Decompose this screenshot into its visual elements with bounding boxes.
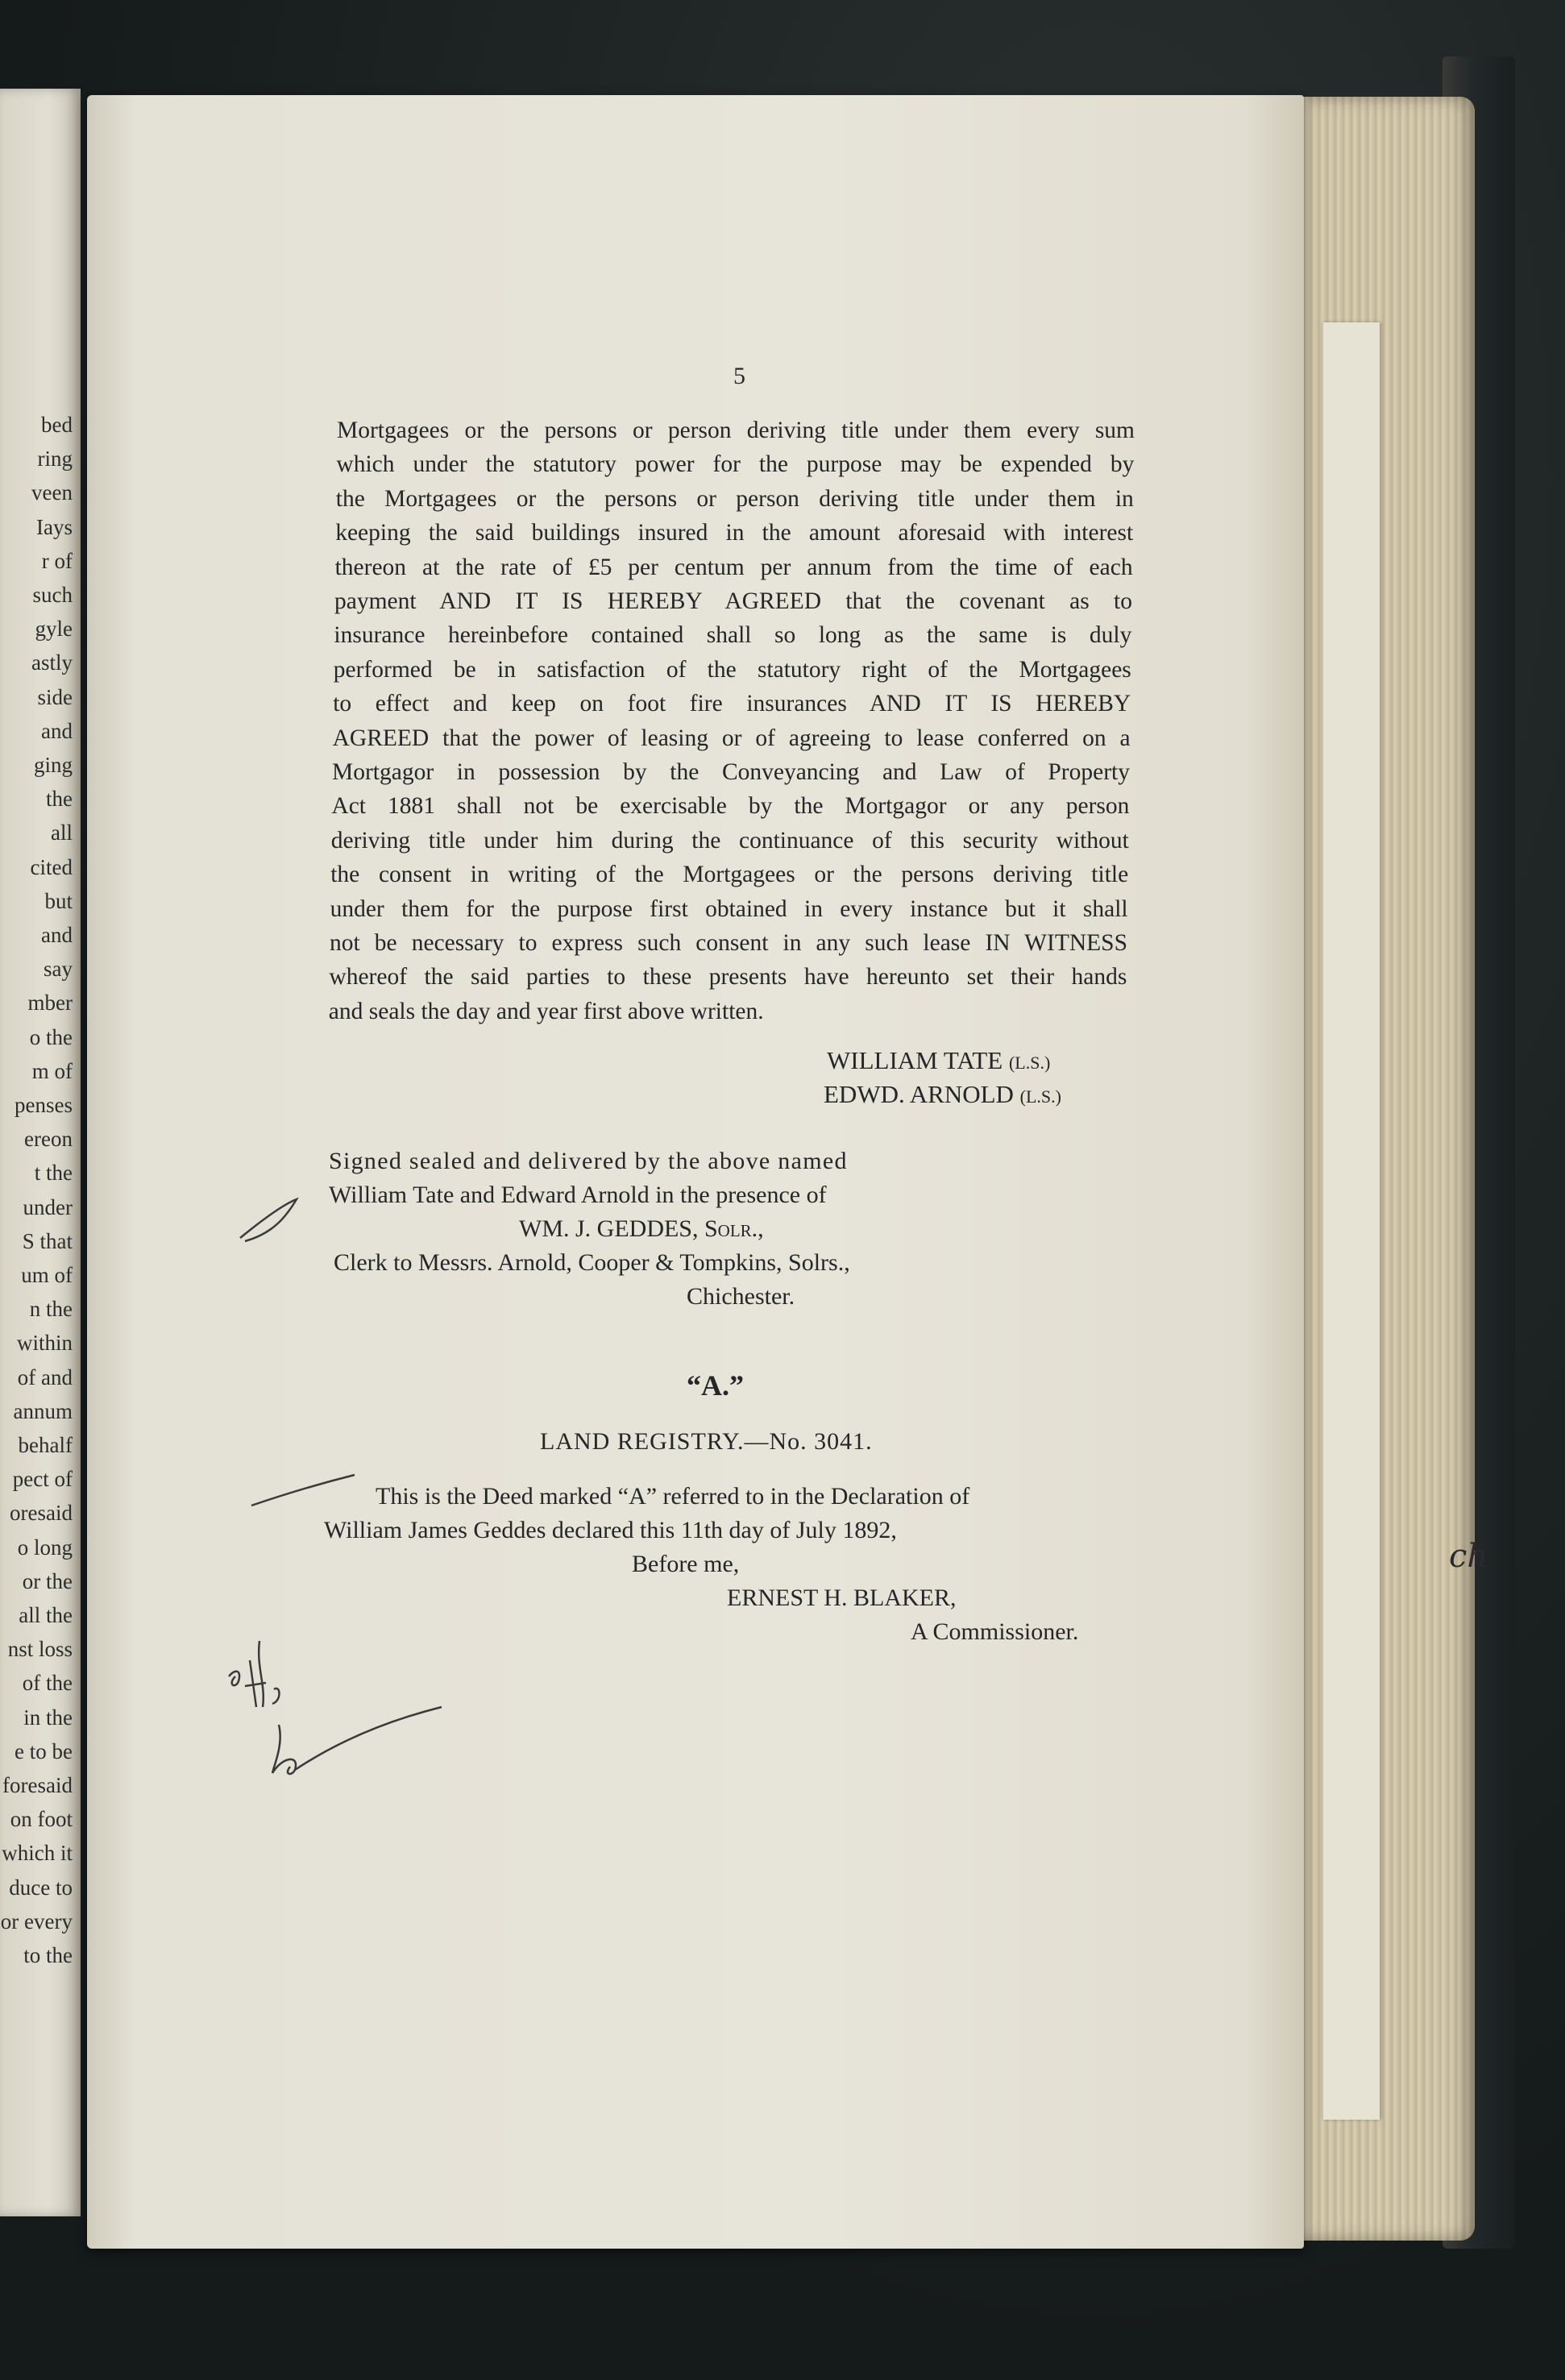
- previous-page-fragment: veen: [31, 480, 73, 505]
- declaration-line-1: This is the Deed marked “A” referred to in the Declaration of: [376, 1483, 970, 1510]
- previous-page-fragment: penses: [15, 1093, 73, 1117]
- previous-page-fragment: pect of: [12, 1467, 73, 1492]
- body-line: insurance hereinbefore contained shall so long as the same is duly: [334, 622, 1132, 649]
- previous-page-fragment: within: [16, 1331, 73, 1356]
- previous-page-fragment: ring: [37, 447, 73, 471]
- pencil-initials: [229, 1641, 442, 1774]
- body-line: Mortgagees or the persons or person deriving title under them every sum: [337, 417, 1135, 443]
- body-line: whereof the said parties to these presents have hereunto set their hands: [329, 964, 1127, 991]
- previous-page-fragment: or the: [22, 1568, 73, 1593]
- body-line: and seals the day and year first above written.: [328, 998, 764, 1024]
- previous-page-fragment: but: [44, 888, 73, 913]
- previous-page-fragment: or every: [0, 1909, 73, 1933]
- body-line: deriving title under him during the continuance of this security without: [330, 827, 1129, 854]
- before-me: Before me,: [632, 1551, 740, 1577]
- body-line: thereon at the rate of £5 per centum per annum from the time of each: [334, 554, 1133, 580]
- previous-page-fragment: all: [51, 820, 73, 845]
- pencil-tick-mark: [251, 1475, 355, 1506]
- margin-note: ch: [1449, 1538, 1488, 1575]
- previous-page-fragment: behalf: [18, 1433, 73, 1457]
- witness-name: WM. J. GEDDES, Solr.,: [519, 1215, 764, 1242]
- body-line: which under the statutory power for the purpose may be expended by: [336, 451, 1135, 478]
- previous-page-fragment: bed: [41, 413, 73, 437]
- body-line: the consent in writing of the Mortgagees or the persons deriving title: [330, 862, 1129, 888]
- previous-page-fragment: annum: [13, 1398, 73, 1423]
- commissioner-name: ERNEST H. BLAKER,: [727, 1585, 957, 1611]
- previous-page-fragment: to the: [23, 1943, 73, 1967]
- page-number: 5: [733, 363, 745, 389]
- previous-page-fragment: side: [37, 684, 73, 709]
- previous-page-fragment: the: [46, 787, 73, 812]
- body-line: performed be in satisfaction of the statutory right of the Mortgagees: [333, 656, 1131, 683]
- previous-page-fragment: t the: [34, 1161, 73, 1186]
- body-line: payment AND IT IS HEREBY AGREED that the covenant as to: [334, 588, 1132, 614]
- land-registry-heading: LAND REGISTRY.—No. 3041.: [540, 1428, 873, 1455]
- previous-page-fragment: in the: [23, 1705, 73, 1730]
- seal-mark: (L.S.): [1008, 1053, 1051, 1073]
- previous-page-fragment: astly: [31, 650, 73, 675]
- exhibit-mark: “A.”: [687, 1369, 744, 1402]
- body-line: under them for the purpose first obtained in every instance but it shall: [330, 895, 1128, 922]
- previous-page-fragment: duce to: [9, 1875, 73, 1900]
- previous-page-fragment: mber: [27, 991, 73, 1016]
- previous-page-fragment: of the: [22, 1671, 73, 1696]
- attestation-line-2: William Tate and Edward Arnold in the presence of: [329, 1182, 827, 1208]
- body-line: AGREED that the power of leasing or of agreeing to lease conferred on a: [332, 725, 1131, 751]
- signatory-name: EDWD. ARNOLD: [824, 1080, 1014, 1108]
- previous-page-fragment: e to be: [15, 1738, 73, 1763]
- previous-page-fragment: all the: [19, 1603, 73, 1627]
- previous-page-fragment: such: [32, 583, 73, 607]
- clerk-line: Clerk to Messrs. Arnold, Cooper & Tompkins, Solrs.,: [334, 1249, 850, 1276]
- previous-page-fragment: m of: [31, 1058, 73, 1083]
- body-line: not be necessary to express such consent in any such lease IN WITNESS: [330, 930, 1127, 956]
- previous-page-fragment: o the: [29, 1024, 73, 1049]
- seal-mark: (L.S.): [1019, 1086, 1061, 1107]
- previous-page-fragment: ereon: [24, 1127, 73, 1152]
- attestation-line-1: Signed sealed and delivered by the above named: [329, 1148, 848, 1174]
- previous-page-fragment: and: [41, 923, 73, 947]
- body-line: keeping the said buildings insured in the amount aforesaid with interest: [335, 520, 1134, 546]
- previous-page-fragment: and: [41, 718, 73, 743]
- previous-page-fragment: S that: [22, 1228, 73, 1253]
- previous-page-fragment: under: [23, 1194, 73, 1219]
- previous-page-fragment: on foot: [10, 1807, 73, 1832]
- previous-page-fragment: n the: [29, 1297, 73, 1322]
- previous-page-fragment: ging: [33, 753, 73, 777]
- previous-page-fragment: Iays: [36, 514, 73, 539]
- previous-page-fragment: of and: [17, 1364, 73, 1389]
- body-line: to effect and keep on foot fire insurances AND IT IS HEREBY: [333, 691, 1131, 717]
- commissioner-title: A Commissioner.: [911, 1618, 1079, 1645]
- body-line: Act 1881 shall not be exercisable by the Mortgagor or any person: [331, 793, 1130, 820]
- previous-page-fragment: r of: [41, 548, 73, 573]
- previous-page-fragment: um of: [21, 1263, 73, 1287]
- body-line: the Mortgagees or the persons or person deriving title under them in: [335, 485, 1134, 512]
- previous-page-fragment: o long: [17, 1535, 73, 1560]
- place-line: Chichester.: [687, 1283, 795, 1310]
- previous-page-fragment: which it: [2, 1841, 73, 1866]
- previous-page-fragment: cited: [30, 854, 73, 879]
- declaration-line-2: William James Geddes declared this 11th day of July 1892,: [324, 1517, 897, 1543]
- body-line: Mortgagor in possession by the Conveyancing and Law of Property: [332, 759, 1130, 785]
- previous-page-fragment: nst loss: [7, 1637, 73, 1662]
- signatory-name: WILLIAM TATE: [827, 1046, 1003, 1074]
- previous-page-fragment: oresaid: [10, 1501, 73, 1526]
- previous-page-fragment: say: [44, 957, 73, 982]
- previous-page-fragment: foresaid: [2, 1773, 73, 1797]
- pencil-tick-mark: [240, 1199, 297, 1241]
- previous-page-fragment: gyle: [35, 617, 73, 642]
